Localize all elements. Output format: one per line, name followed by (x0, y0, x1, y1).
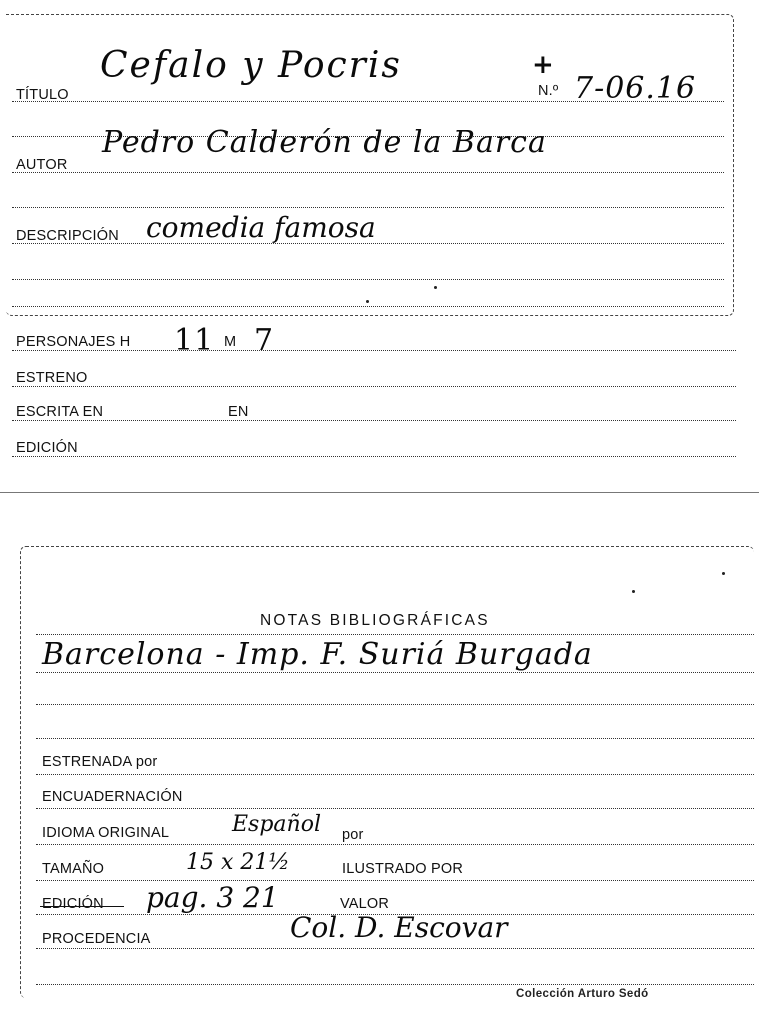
personajes-rule (12, 350, 736, 351)
edicion-label-bottom: EDICIÓN (42, 896, 104, 912)
numero-label: N.º (538, 83, 559, 99)
titulo-value: Cefalo y Pocris (100, 45, 402, 86)
descripcion-value: comedia famosa (146, 211, 376, 244)
procedencia-rule (36, 948, 754, 949)
tamano-value: 15 x 21½ (186, 850, 290, 875)
idioma-rule (36, 844, 754, 845)
edicion-value: pag. 3 21 (146, 881, 279, 914)
notas-value: Barcelona - Imp. F. Suriá Burgada (42, 637, 593, 672)
procedencia-value: Col. D. Escovar (290, 911, 508, 944)
rule-line (12, 306, 724, 307)
escrita-en-label: ESCRITA EN (16, 404, 104, 420)
estrenada-label: ESTRENADA por (42, 754, 158, 770)
rule-line (36, 984, 754, 985)
scan-speck (722, 572, 725, 575)
ilustrado-label: ILUSTRADO POR (342, 861, 464, 877)
encuadernacion-rule (36, 808, 754, 809)
rule-line (36, 634, 754, 635)
personajes-m-value: 7 (254, 323, 275, 358)
edicion-label: EDICIÓN (16, 440, 78, 456)
scan-speck (632, 590, 635, 593)
rule-line (36, 704, 754, 705)
autor-rule (12, 172, 724, 173)
autor-value: Pedro Calderón de la Barca (102, 125, 547, 160)
en-label: EN (228, 404, 249, 420)
personajes-label: PERSONAJES H (16, 334, 131, 350)
rule-line (12, 207, 724, 208)
scan-speck (366, 300, 369, 303)
card-divider (0, 492, 759, 493)
encuadernacion-label: ENCUADERNACIÓN (42, 789, 183, 805)
personajes-h-value: 11 (174, 323, 215, 358)
rule-line (12, 279, 724, 280)
cross-mark: + (532, 50, 554, 80)
scan-speck (434, 286, 437, 289)
escrita-rule (12, 420, 736, 421)
idioma-value: Español (232, 812, 321, 837)
numero-value: 7-06.16 (574, 71, 697, 106)
edicion-rule (12, 456, 736, 457)
titulo-label: TÍTULO (16, 87, 69, 103)
tamano-rule (36, 880, 754, 881)
tamano-label: TAMAÑO (42, 861, 105, 877)
estrenada-rule (36, 774, 754, 775)
estreno-rule (12, 386, 736, 387)
notas-rule (36, 672, 754, 673)
personajes-m-label: M (224, 334, 237, 350)
valor-label: VALOR (340, 896, 390, 912)
autor-label: AUTOR (16, 157, 68, 173)
edicion-strikethrough (40, 906, 124, 907)
notas-title: NOTAS BIBLIOGRÁFICAS (260, 612, 490, 629)
por-label: por (342, 827, 364, 843)
estreno-label: ESTRENO (16, 370, 88, 386)
procedencia-label: PROCEDENCIA (42, 931, 151, 947)
rule-line (36, 738, 754, 739)
descripcion-label: DESCRIPCIÓN (16, 228, 119, 244)
footer-credit: Colección Arturo Sedó (516, 988, 649, 1000)
idioma-label: IDIOMA ORIGINAL (42, 825, 170, 841)
